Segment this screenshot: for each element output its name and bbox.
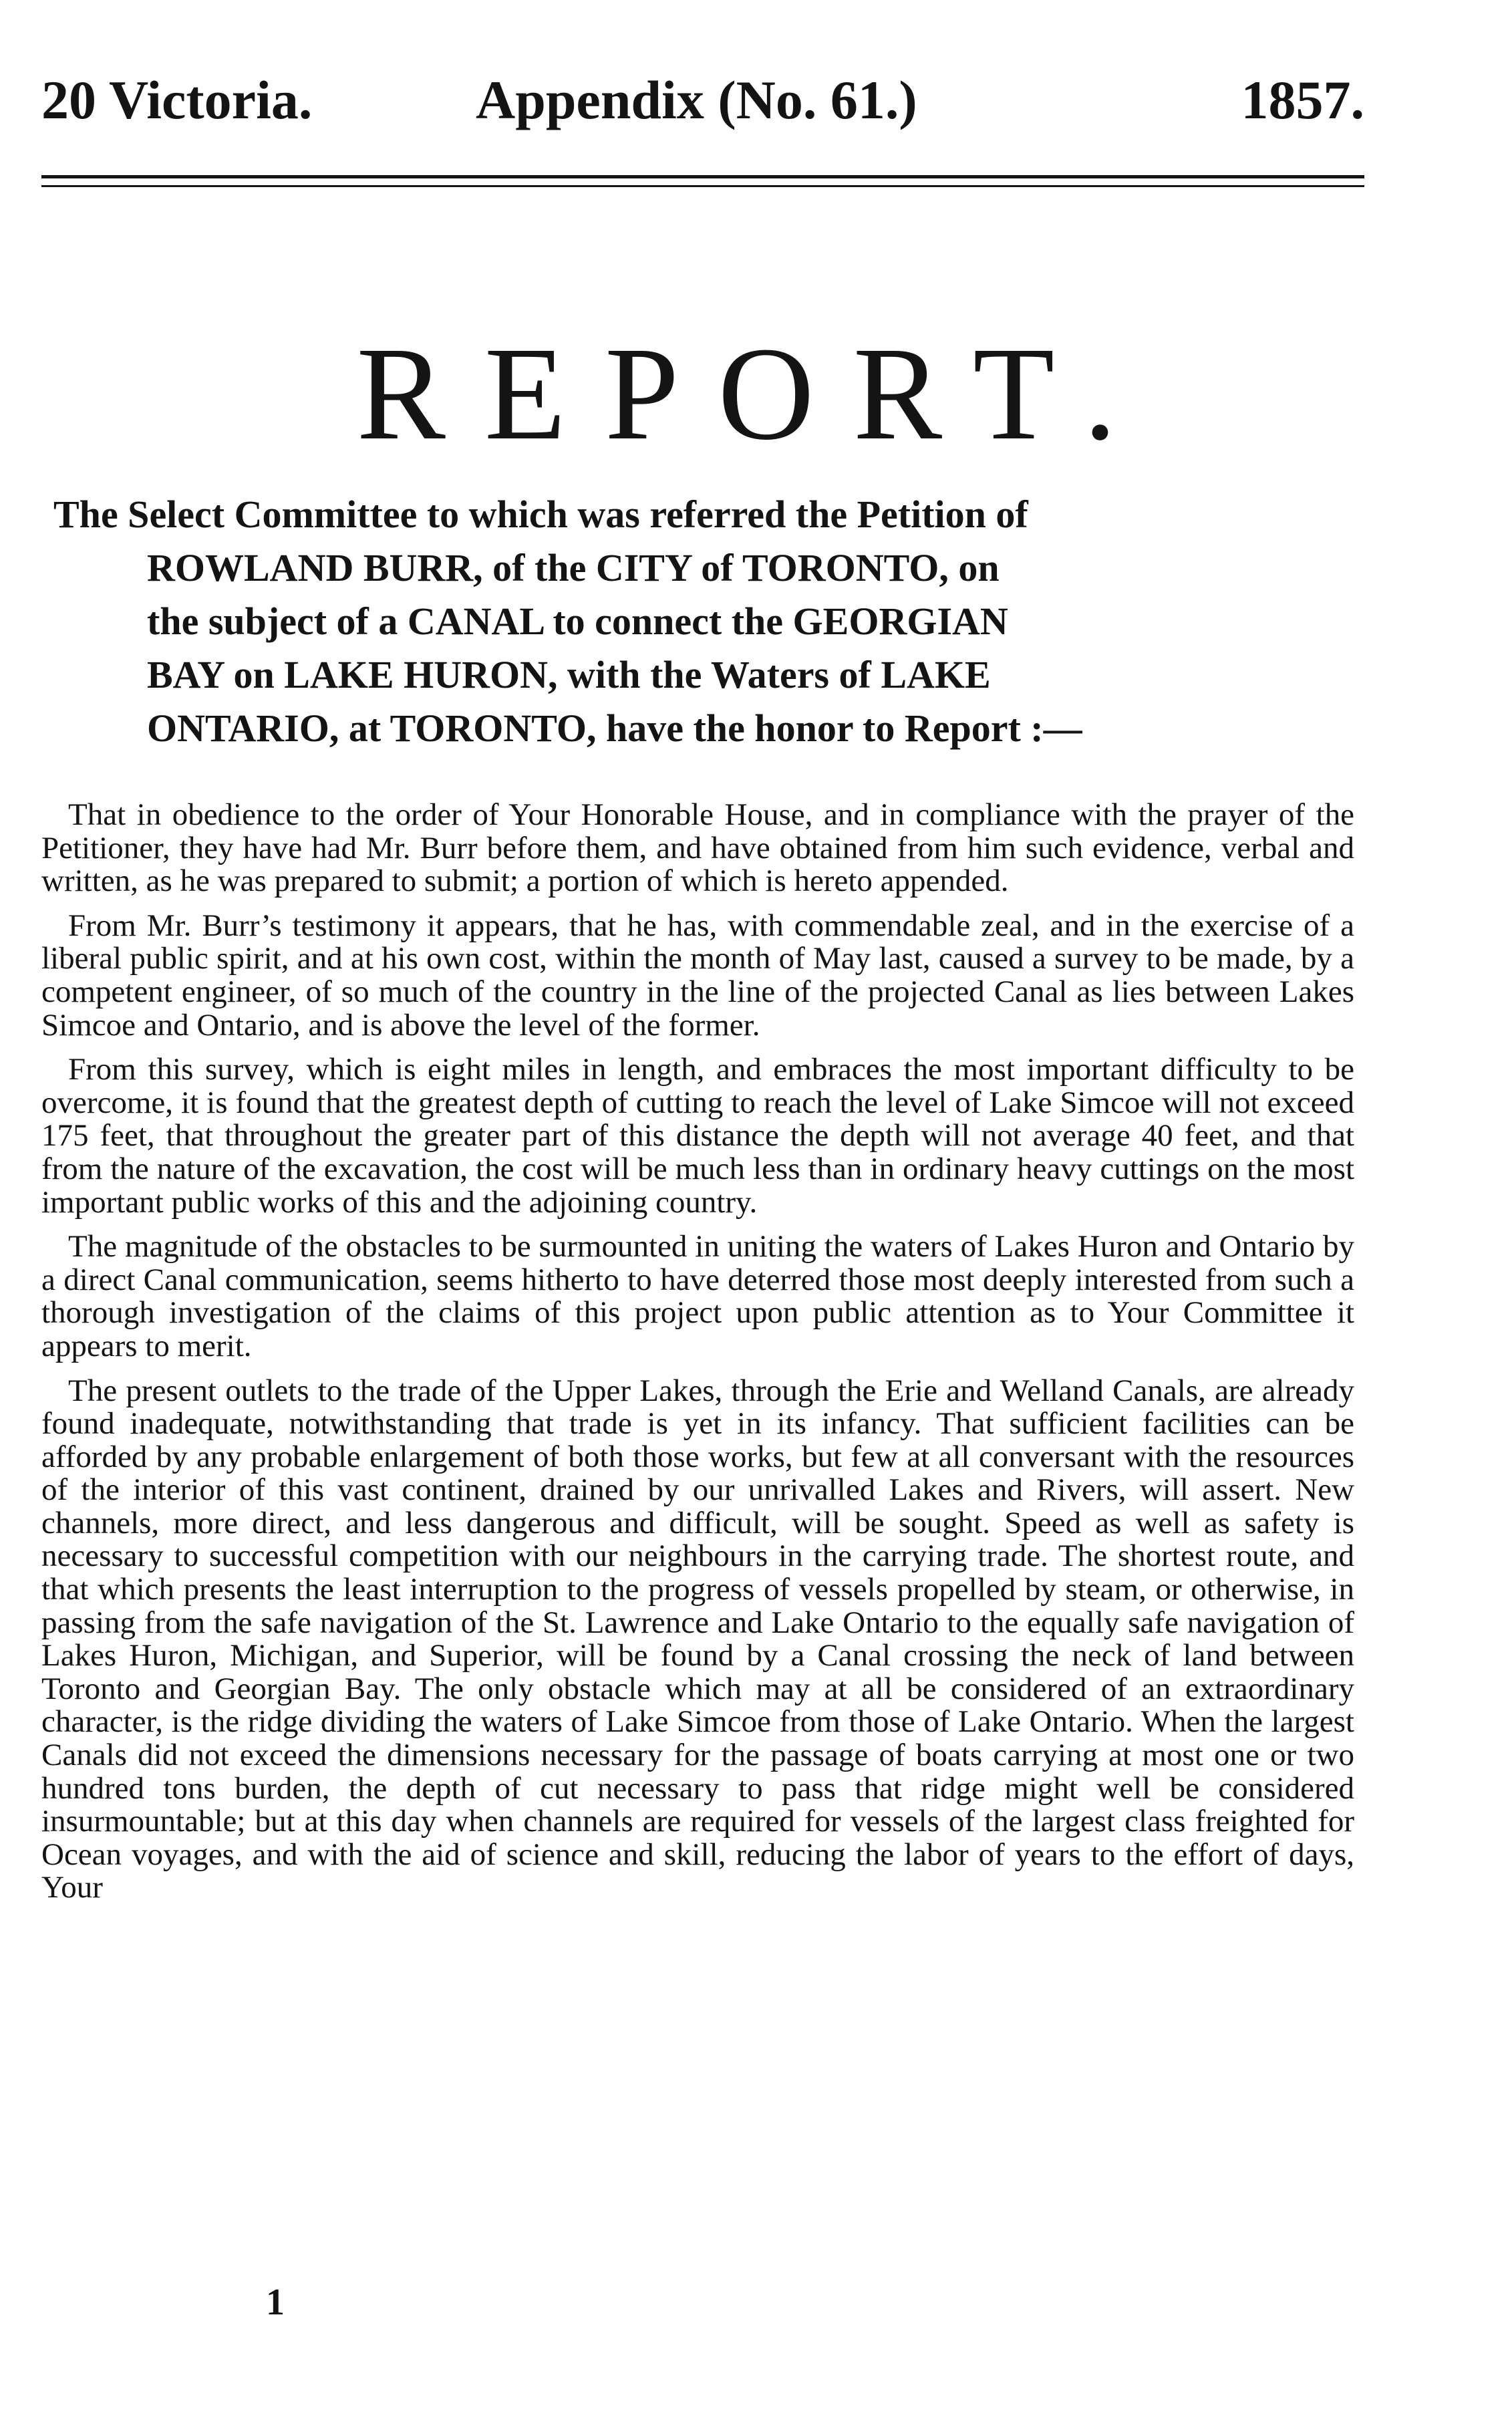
header-regnal-year: 20 Victoria. [41,70,313,130]
committee-heading-line: ONTARIO, at TORONTO, have the honor to Report :— [147,706,1082,750]
committee-heading-line: BAY on LAKE HURON, with the Waters of LAKE [147,653,991,696]
committee-heading-line: The Select Committee to which was referred the Petition of [53,493,1028,536]
committee-heading [53,488,1353,755]
body-paragraph: The present outlets to the trade of the Upper Lakes, through the Erie and Welland Canals, are already found inadequate, notwithstanding that trade is yet in its infancy. That sufficient facilities can be afforded by any probable enlargement of both those works, but few at all conversant with the resources of the interior of this vast continent, drained by our unrivalled Lakes and Rivers, will assert. New channels, more direct, and less dangerous and difficult, will be sought. Speed as well as safety is necessary to successful competition with our neighbours in the carrying trade. The shortest route, and that which presents the least interruption to the progress of vessels propelled by steam, or otherwise, in passing from the safe navigation of the St. Lawrence and Lake Ontario to the equally safe navigation of Lakes Huron, Michigan, and Superior, will be found by a Canal crossing the neck of land between Toronto and Georgian Bay. The only obstacle which may at all be considered of an extraordinary character, is the ridge dividing the waters of Lake Simcoe from those of Lake Ontario. When the largest Canals did not exceed the dimensions necessary for the passage of boats carrying at most one or two hundred tons burden, the depth of cut necessary to pass that ridge might well be considered insurmountable; but at this day when channels are required for vessels of the largest class freighted for Ocean voyages, and with the aid of science and skill, reducing the labor of years to the effort of days, Your [41,1373,1354,1905]
body-paragraph: From Mr. Burr’s testimony it appears, that he has, with commendable zeal, and in the exercise of a liberal public spirit, and at his own cost, within the month of May last, caused a survey to be made, by a competent engineer, of so much of the country in the line of the projected Canal as lies between Lakes Simcoe and Ontario, and is above the level of the former. [41,908,1354,1043]
body-paragraph: From this survey, which is eight miles in length, and embraces the most important difficulty to be overcome, it is found that the greatest depth of cutting to reach the level of Lake Simcoe will not exceed 175 feet, that throughout the greater part of this distance the depth will not average 40 feet, and that from the nature of the excavation, the cost will be much less than in ordinary heavy cuttings on the most important public works of this and the adjoining country. [41,1052,1354,1220]
header-rule-thick [41,175,1364,178]
body-paragraph: That in obedience to the order of Your Honorable House, and in compliance with the prayer of the Petitioner, they have had Mr. Burr before them, and have obtained from him such evidence, verbal and written, as he was prepared to submit; a portion of which is hereto appended. [41,797,1354,899]
header-rule-thin [41,185,1364,187]
header-appendix-number: Appendix (No. 61.) [476,70,917,130]
header-year: 1857. [1241,70,1364,130]
running-header [41,63,1364,137]
body-paragraph: The magnitude of the obstacles to be surmounted in uniting the waters of Lakes Huron and Ontario by a direct Canal communication, seems hitherto to have deterred those most deeply interested from such a thorough investigation of the claims of this project upon public attention as to Your Committee it appears to merit. [41,1229,1354,1363]
committee-heading-line: ROWLAND BURR, of the CITY of TORONTO, on [147,546,1000,589]
committee-heading-line: the subject of a CANAL to connect the GEORGIAN [147,599,1008,643]
report-title: REPORT. [356,320,1156,468]
page-number: 1 [266,2282,285,2323]
report-body [41,799,1354,1916]
